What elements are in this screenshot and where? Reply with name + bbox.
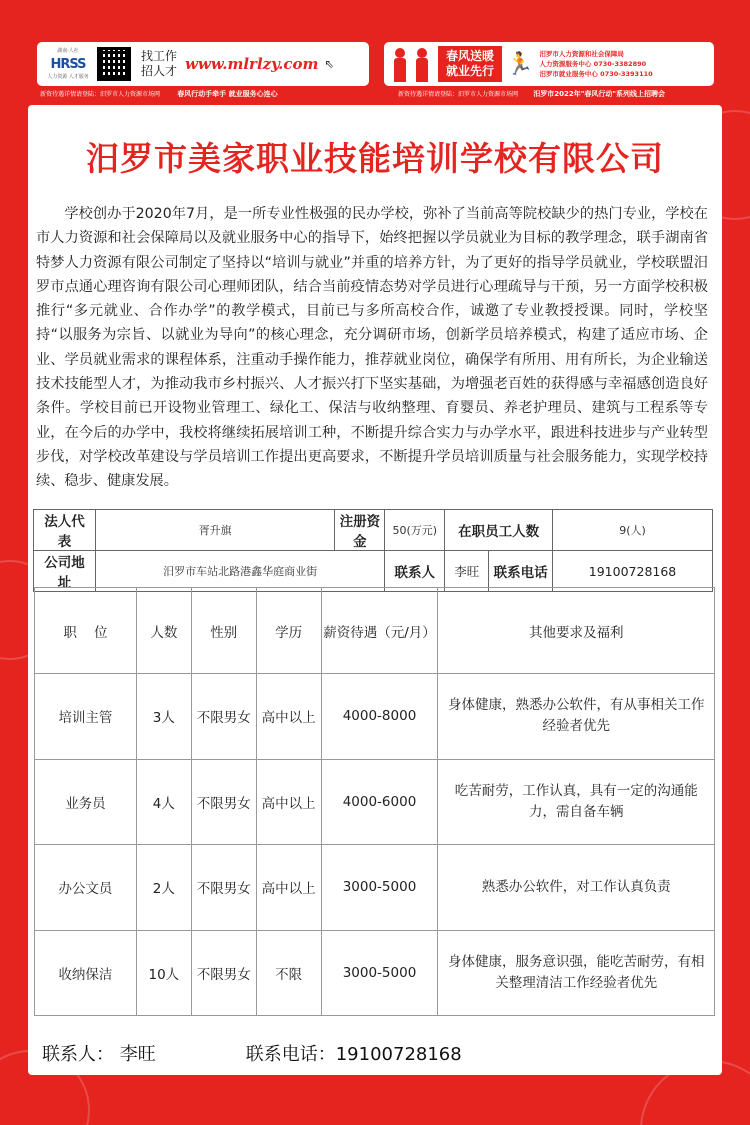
capital-value: 50(万元)	[385, 510, 445, 551]
slogan-line-2: 就业先行	[446, 64, 495, 78]
strip-right-b: 汨罗市2022年"春风行动"系列线上招聘会	[533, 90, 666, 98]
job-gender: 不限男女	[191, 674, 256, 760]
job-education: 高中以上	[256, 674, 321, 760]
contact-label: 联系人	[385, 551, 445, 592]
job-requirements: 身体健康，服务意识强，能吃苦耐劳，有相关整理清洁工作经验者优先	[438, 930, 715, 1016]
slogan-line-1: 春风送暖	[446, 49, 495, 63]
company-title: 汨罗市美家职业技能培训学校有限公司	[86, 139, 664, 178]
runner-icon: 🏃	[506, 51, 534, 77]
header-right-strip	[398, 89, 665, 99]
job-position: 培训主管	[35, 674, 137, 760]
job-position: 业务员	[35, 759, 137, 845]
logo-bottom-text: 人力资源 人才服务	[47, 73, 89, 80]
job-table-header	[35, 588, 715, 674]
info-row	[34, 510, 713, 551]
col-header-salary: 薪资待遇（元/月）	[321, 588, 438, 674]
capital-label: 注册资金	[335, 510, 385, 551]
cursor-icon: ⇖	[324, 57, 335, 71]
job-salary: 4000-6000	[321, 759, 438, 845]
table-row	[35, 674, 715, 760]
header-left-strip	[40, 89, 278, 99]
strip-left-a: 新资待遇详情请登陆：汨罗市人力资源市场网	[40, 91, 161, 98]
job-gender: 不限男女	[191, 845, 256, 931]
gov-line-1: 汨罗市人力资源和社会保障局	[539, 50, 624, 58]
job-salary: 4000-8000	[321, 674, 438, 760]
job-education: 高中以上	[256, 845, 321, 931]
footer-contact-person: 联系人： 李旺	[42, 1044, 156, 1065]
info-row	[34, 551, 713, 592]
col-header-education: 学历	[256, 588, 321, 674]
job-position: 收纳保洁	[35, 930, 137, 1016]
address-label: 公司地址	[34, 551, 96, 592]
col-header-requirements: 其他要求及福利	[438, 588, 715, 674]
job-count: 10人	[136, 930, 191, 1016]
job-count: 2人	[136, 845, 191, 931]
job-requirements: 熟悉办公软件，对工作认真负责	[438, 845, 715, 931]
strip-right-a: 新资待遇详情请登陆：汨罗市人力资源市场网	[398, 91, 519, 98]
hrss-logo	[45, 45, 91, 84]
job-requirements: 吃苦耐劳，工作认真，具有一定的沟通能力，需自备车辆	[438, 759, 715, 845]
qr-code-icon	[97, 47, 131, 81]
table-row	[35, 845, 715, 931]
logo-top-text: 湖南·人社	[57, 47, 79, 54]
staff-label: 在职员工人数	[445, 510, 553, 551]
job-education: 不限	[256, 930, 321, 1016]
strip-left-b: 春风行动手牵手 就业服务心连心	[177, 90, 278, 98]
job-position: 办公文员	[35, 845, 137, 931]
footer-contact	[42, 1040, 462, 1066]
handshake-icon	[390, 46, 434, 82]
gov-contact-info	[539, 49, 652, 79]
legal-rep-value: 胥升旗	[95, 510, 334, 551]
address-value: 汨罗市车站北路港鑫华庭商业街	[95, 551, 384, 592]
footer-contact-phone: 联系电话：19100728168	[245, 1044, 462, 1065]
job-salary: 3000-5000	[321, 930, 438, 1016]
legal-rep-label: 法人代表	[34, 510, 96, 551]
job-salary: 3000-5000	[321, 845, 438, 931]
hire-line-2: 招人才	[141, 64, 178, 78]
job-poster-card	[28, 105, 722, 1075]
site-url-link[interactable]: www.mlrlzy.com	[185, 55, 319, 73]
job-requirements: 身体健康，熟悉办公软件，有从事相关工作经验者优先	[438, 674, 715, 760]
col-header-count: 人数	[136, 588, 191, 674]
spring-slogan	[438, 46, 502, 82]
company-intro: 学校创办于2020年7月，是一所专业性极强的民办学校，弥补了当前高等院校缺少的热门专业，学校在市人力资源和社会保障局以及就业服务中心的指导下，始终把握以学员就业为目标的教学理念，联手湖南省特梦人力资源有限公司制定了坚持以“培训与就业”并重的培养方针，为了更好的指导学员就业，学校联盟汨罗市点通心理咨询有限公司心理师团队，结合当前疫情态势对学员进行心理疏导与干预，另一方面学校积极推行“多元就业、合作办学”的教学模式，目前已与多所高校合作，诚邀了专业教授授课。同时，学校坚持“以服务为宗旨、以就业为导向”的核心理念，充分调研市场，创新学员培养模式，构建了适应市场、企业、学员就业需求的课程体系，注重动手操作能力，推荐就业岗位，确保学有所用、用有所长，为企业输送技术技能型人才，为推动我市乡村振兴、人才振兴打下坚实基础，为增强老百姓的获得感与幸福感创造良好条件。学校目前已开设物业管理工、绿化工、保洁与收纳整理、育婴员、养老护理员、建筑与工程系等专业，在今后的办学中，我校将继续拓展培训工种，不断提升综合实力与办学水平，跟进科技进步与产业转型步伐，对学校改革建设与学员培训工作提出更高要求，不断提升学员培训质量与社会服务能力，实现学校持续、稳步、健康发展。	[36, 206, 708, 490]
gov-line-3: 汨罗市就业服务中心 0730-3393110	[539, 70, 653, 78]
col-header-position: 职 位	[35, 588, 137, 674]
job-gender: 不限男女	[191, 759, 256, 845]
company-info-table	[33, 509, 713, 592]
hire-line-1: 找工作	[141, 49, 178, 63]
hire-slogan	[141, 49, 177, 79]
table-row	[35, 759, 715, 845]
contact-value: 李旺	[445, 551, 489, 592]
col-header-gender: 性别	[191, 588, 256, 674]
logo-brand-text: HRSS	[50, 56, 86, 72]
job-count: 3人	[136, 674, 191, 760]
header-left-banner	[37, 42, 369, 86]
job-education: 高中以上	[256, 759, 321, 845]
staff-value: 9(人)	[553, 510, 713, 551]
gov-line-2: 人力资源服务中心 0730-3382890	[539, 60, 647, 68]
table-row	[35, 930, 715, 1016]
job-count: 4人	[136, 759, 191, 845]
phone-value: 19100728168	[553, 551, 713, 592]
job-table	[34, 587, 715, 1016]
header-right-banner	[384, 42, 714, 86]
phone-label: 联系电话	[489, 551, 553, 592]
job-gender: 不限男女	[191, 930, 256, 1016]
